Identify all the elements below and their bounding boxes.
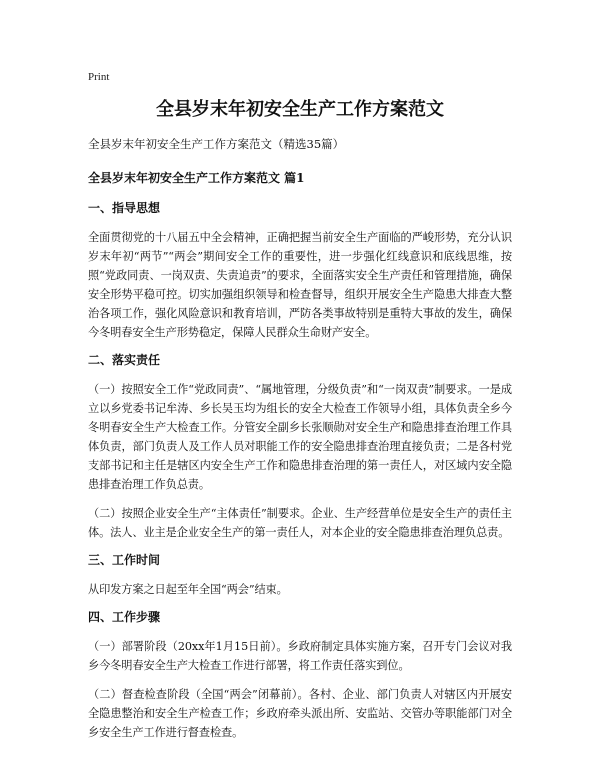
document-subtitle: 全县岁末年初安全生产工作方案范文（精选35篇）	[88, 137, 345, 151]
section-responsibility	[88, 352, 512, 542]
section-heading: 一、指导思想	[88, 201, 161, 215]
article-title: 全县岁末年初安全生产工作方案范文 篇1	[88, 171, 305, 185]
section-work-time	[88, 552, 512, 599]
section-paragraph: （二）督查检查阶段（全国“两会”闭幕前）。各村、企业、部门负责人对辖区内开展安全隐患整治和安全生产检查工作；乡政府牵头派出所、安监站、交管办等职能部门对全乡安全生产工作进行督查检查。	[88, 688, 512, 739]
section-heading: 四、工作步骤	[88, 610, 161, 624]
section-paragraph: （一）按照安全工作“党政同责”、“属地管理，分级负责”和“一岗双责”制要求。一是成立以乡党委书记牟涛、乡长吴玉均为组长的安全大检查工作领导小组，具体负责全乡今冬明春安全生产大检查工作。分管安全副乡长张顺勋对安全生产和隐患排查治理工作具体负责，部门负责人及工作人员对职能工作的安全隐患排查治理直接负责；二是各村党支部书记和主任是辖区内安全生产工作和隐患排查治理的第一责任人，对区域内安全隐患排查治理工作负总责。	[88, 383, 512, 491]
section-paragraph: 从印发方案之日起至年全国“两会”结束。	[88, 583, 288, 596]
section-paragraph: （二）按照企业安全生产“主体责任”制要求。企业、生产经营单位是安全生产的责任主体。法人、业主是企业安全生产的第一责任人，对本企业的安全隐患排查治理负总责。	[88, 507, 512, 539]
section-guiding-ideology	[88, 200, 512, 342]
print-link[interactable]: Print	[88, 71, 110, 83]
section-heading: 二、落实责任	[88, 353, 161, 367]
section-work-steps	[88, 609, 512, 742]
section-heading: 三、工作时间	[88, 553, 161, 567]
section-paragraph: （一）部署阶段（20xx年1月15日前）。乡政府制定具体实施方案，召开专门会议对我乡今冬明春安全生产大检查工作进行部署，将工作责任落实到位。	[88, 640, 512, 672]
section-paragraph: 全面贯彻党的十八届五中全会精神，正确把握当前安全生产面临的严峻形势，充分认识岁末年初“两节”“两会”期间安全工作的重要性，进一步强化红线意识和底线思维，按照“党政同责、一岗双责、失责追责”的要求，全面落实安全生产责任和管理措施，确保安全形势平稳可控。切实加强组织领导和检查督导，组织开展安全生产隐患大排查大整治各项工作，强化风险意识和教育培训，严防各类事故特别是重特大事故的发生，确保今冬明春安全生产形势稳定，保障人民群众生命财产安全。	[88, 231, 512, 339]
document-title: 全县岁末年初安全生产工作方案范文	[156, 99, 444, 120]
